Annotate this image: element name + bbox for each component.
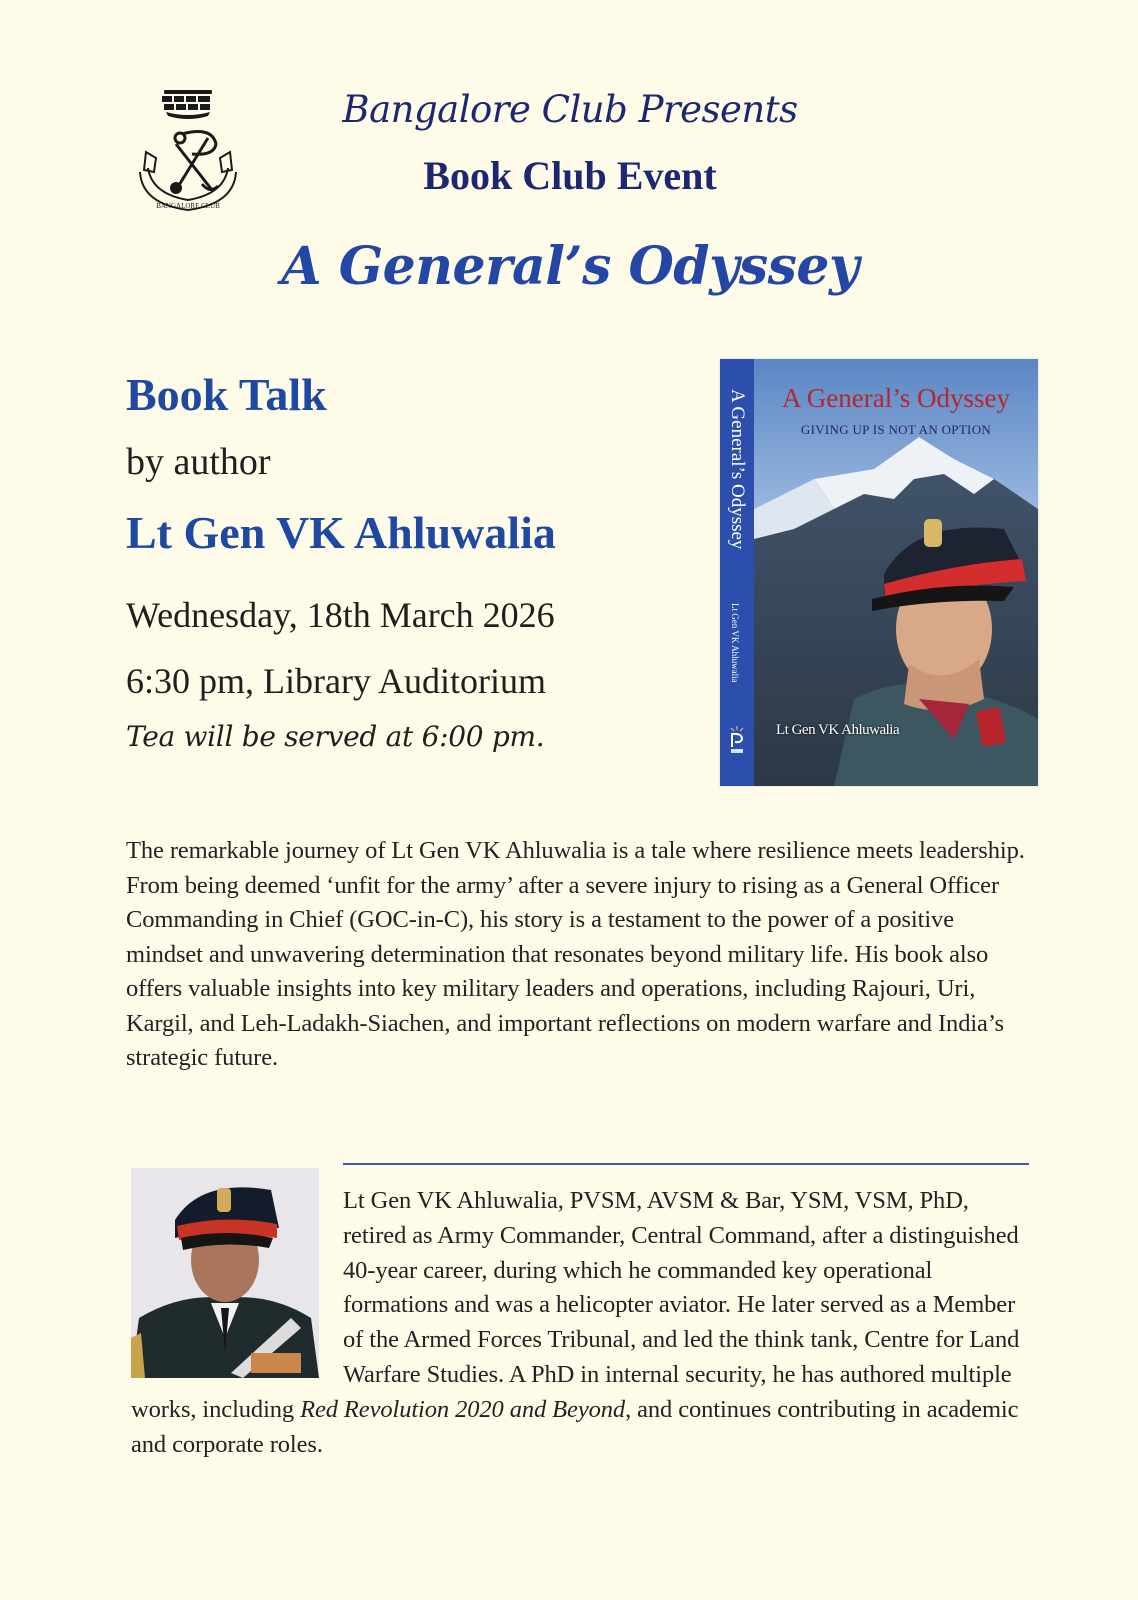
event-time-venue: 6:30 pm, Library Auditorium — [126, 661, 546, 701]
svg-text:BANGALORE CLUB: BANGALORE CLUB — [156, 202, 220, 210]
tea-note: Tea will be served at 6:00 pm. — [126, 720, 545, 753]
book-title-heading: A General’s Odyssey — [281, 236, 859, 297]
cover-title: A General’s Odyssey — [782, 383, 1010, 413]
bio-text-part1: Lt Gen VK Ahluwalia, PVSM, AVSM & Bar, YSM, VSM, PhD, retired as Army Commander, Central Command, after a distinguished 40-year career, during which he commanded key operational formations and was a helicopter aviator. He later served as a Member of the Armed Forces Tribunal, and led the think tank, Centre for Land Warfare Studies. A PhD in internal security, he has authored multiple works, including — [131, 1187, 1020, 1423]
bio-book-reference: Red Revolution 2020 and Beyond — [300, 1395, 626, 1423]
section-divider — [343, 1163, 1029, 1165]
photo-spacer — [131, 1184, 343, 1388]
event-date: Wednesday, 18th March 2026 — [126, 595, 555, 635]
cover-subtitle: GIVING UP IS NOT AN OPTION — [800, 422, 992, 437]
bangalore-club-logo — [132, 86, 244, 218]
author-name: Lt Gen VK Ahluwalia — [126, 507, 556, 558]
spine-title: A General’s Odyssey — [727, 389, 748, 550]
event-type-heading: Book Club Event — [423, 153, 717, 198]
presenter-line: Bangalore Club Presents — [342, 88, 798, 131]
bio-text-part2: , and continues contributing in academic and corporate roles. — [131, 1395, 1019, 1458]
by-author-label: by author — [126, 441, 271, 483]
cover-author: Lt Gen VK Ahluwalia — [776, 722, 900, 738]
spine-author: Lt Gen VK Ahluwalia — [730, 603, 740, 683]
talk-label: Book Talk — [126, 369, 327, 420]
author-bio — [131, 1184, 1031, 1462]
club-crest-icon — [132, 86, 244, 218]
book-description: The remarkable journey of Lt Gen VK Ahluwalia is a tale where resilience meets leadership. From being deemed ‘unfit for the army’ after a severe injury to rising as a General Officer Commanding in Chief (GOC-in-C), his story is a testament to the power of a positive mindset and unwavering determination that resonates beyond military life. His book also offers valuable insights into key military leaders and operations, including Rajouri, Uri, Kargil, and Leh-Ladakh-Siachen, and important reflections on modern warfare and India’s strategic future. — [126, 837, 1025, 1071]
publisher-logo-icon — [728, 725, 746, 755]
book-cover-image — [720, 359, 1038, 786]
book-spine — [720, 359, 754, 786]
